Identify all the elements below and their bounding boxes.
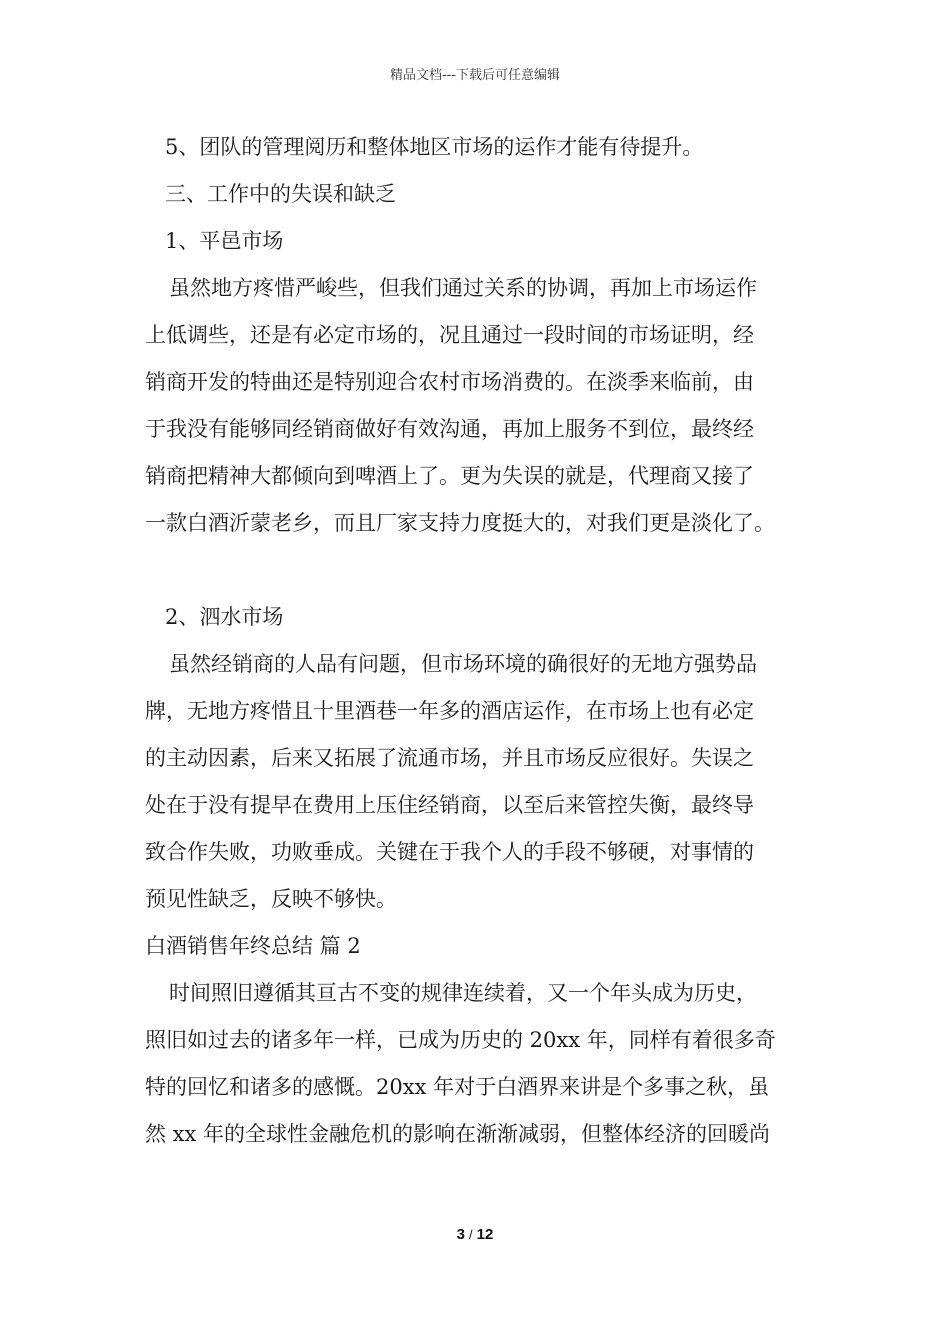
paragraph-line: 然 xx 年的全球性金融危机的影响在渐渐减弱，但整体经济的回暖尚 <box>145 1122 771 1146</box>
paragraph-line: 预见性缺乏，反映不够快。 <box>145 887 397 911</box>
paragraph-line: 特的回忆和诸多的感慨。20xx 年对于白酒界来讲是个多事之秋，虽 <box>145 1075 770 1099</box>
page-header: 精品文档---下载后可任意编辑 <box>389 68 561 83</box>
paragraph-line: 的主动因素，后来又拓展了流通市场，并且市场反应很好。失误之 <box>145 746 754 770</box>
paragraph-line: 上低调些，还是有必定市场的，况且通过一段时间的市场证明，经 <box>145 323 754 347</box>
article-title: 白酒销售年终总结 篇 2 <box>145 934 361 958</box>
paragraph-line: 虽然经销商的人品有问题，但市场环境的确很好的无地方强势品 <box>169 652 757 676</box>
paragraph-line: 销商把精神大都倾向到啤酒上了。更为失误的就是，代理商又接了 <box>145 464 754 488</box>
list-item: 5、团队的管理阅历和整体地区市场的运作才能有待提升。 <box>165 135 704 159</box>
paragraph-line: 时间照旧遵循其亘古不变的规律连续着，又一个年头成为历史， <box>169 981 757 1005</box>
document-body <box>145 124 815 1158</box>
paragraph-line: 虽然地方疼惜严峻些，但我们通过关系的协调，再加上市场运作 <box>169 276 757 300</box>
section-heading: 三、工作中的失误和缺乏 <box>165 182 396 206</box>
paragraph-line: 一款白酒沂蒙老乡，而且厂家支持力度挺大的，对我们更是淡化了。 <box>145 511 775 535</box>
paragraph-line: 销商开发的特曲还是特别迎合农村市场消费的。在淡季来临前，由 <box>145 370 754 394</box>
subsection-heading: 1、平邑市场 <box>165 229 284 253</box>
paragraph-line: 照旧如过去的诸多年一样，已成为历史的 20xx 年，同样有着很多奇 <box>145 1028 776 1052</box>
current-page: 3 <box>456 1226 466 1243</box>
total-pages: 12 <box>476 1226 494 1243</box>
blank-line <box>145 547 815 594</box>
subsection-heading: 2、泗水市场 <box>165 605 284 629</box>
paragraph-line: 致合作失败，功败垂成。关键在于我个人的手段不够硬，对事情的 <box>145 840 754 864</box>
paragraph-line: 牌，无地方疼惜且十里酒巷一年多的酒店运作，在市场上也有必定 <box>145 699 754 723</box>
page-number <box>0 1226 950 1243</box>
page-separator: / <box>469 1227 473 1242</box>
paragraph-line: 处在于没有提早在费用上压住经销商，以至后来管控失衡，最终导 <box>145 793 754 817</box>
paragraph-line: 于我没有能够同经销商做好有效沟通，再加上服务不到位，最终经 <box>145 417 754 441</box>
